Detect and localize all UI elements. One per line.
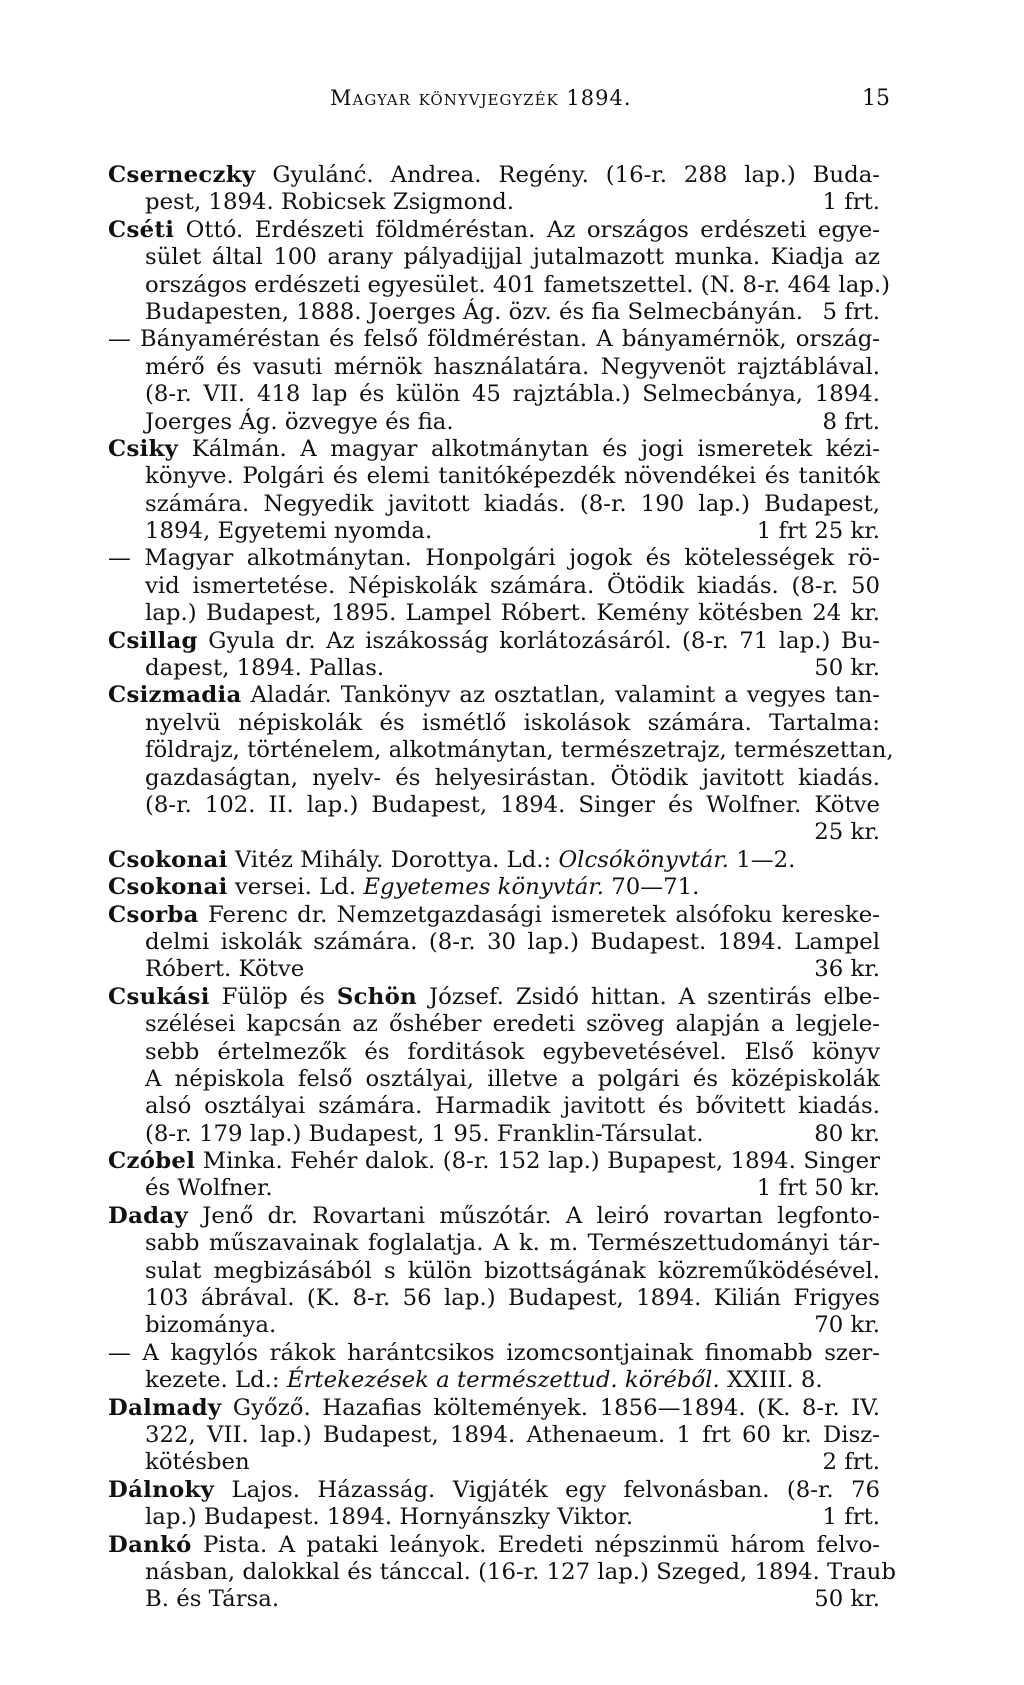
entry-price: 1 frt. xyxy=(822,189,880,216)
entry-price: 50 kr. xyxy=(814,655,880,682)
entry-text: Aladár. Tankönyv az osztatlan, valamint a vegyes tan- xyxy=(250,682,880,709)
entry-text: Pista. A pataki leányok. Eredeti népszinmü három felvo- xyxy=(202,1531,880,1558)
entry-series: Egyetemes könyvtár. xyxy=(363,874,605,901)
entry-author: Csokonai xyxy=(108,846,228,873)
page-number: 15 xyxy=(862,86,890,111)
entry-text: Ferenc dr. Nemzetgazdasági ismeretek alsófoku kereske- xyxy=(207,901,880,928)
entry-text: földrajz, történelem, alkotmánytan, természetrajz, természettan, xyxy=(145,737,894,764)
entry-price: 1 frt 25 kr. xyxy=(756,518,880,545)
entry-line xyxy=(108,1312,880,1339)
entry-author: Csukási xyxy=(108,983,210,1010)
entry-line xyxy=(108,1367,880,1394)
entry-line xyxy=(108,545,880,572)
running-title-word-1: Magyar xyxy=(330,86,411,110)
entry-author: Csiky xyxy=(108,435,179,462)
entry-text: 1—2. xyxy=(736,846,796,873)
entry-text: alsó osztályai számára. Harmadik javitott és bővitett kiadás. xyxy=(145,1093,880,1120)
entry-series: Olcsókönyvtár. xyxy=(558,846,730,873)
entry-line xyxy=(108,655,880,682)
entry-line xyxy=(108,326,880,353)
entry-text: — A kagylós rákok harántcsikos izomcsontjainak finomabb szer- xyxy=(108,1339,880,1366)
entry-text: mérő és vasuti mérnök használatára. Negyvenöt rajztáblával. xyxy=(145,353,880,380)
entry-text: násban, dalokkal és tánccal. (16-r. 127 lap.) Szeged, 1894. Traub xyxy=(145,1558,896,1585)
entry-line xyxy=(108,1449,880,1476)
entry-line xyxy=(108,463,880,490)
entry-text: A népiskola felső osztályai, illetve a polgári és középiskolák xyxy=(145,1065,880,1092)
entry-text: és Wolfner. xyxy=(145,1175,273,1202)
entry-text: 103 ábrával. (K. 8-r. 56 lap.) Budapest, 1894. Kilián Frigyes xyxy=(145,1285,880,1312)
entry-author: Dálnoky xyxy=(108,1476,215,1503)
entry-text: sület által 100 arany pályadijjal jutalmazott munka. Kiadja az xyxy=(145,244,880,271)
entry-text: pest, 1894. Robicsek Zsigmond. xyxy=(145,189,515,216)
entry-price: 25 kr. xyxy=(814,819,880,846)
entry-price: 36 kr. xyxy=(814,956,880,983)
entry-price: 70 kr. xyxy=(814,1312,880,1339)
entry-line xyxy=(108,682,880,709)
entry-text: József. Zsidó hittan. A szentirás elbe- xyxy=(428,983,881,1010)
entry-line xyxy=(108,1093,880,1120)
entry-line xyxy=(108,299,880,326)
entry-text: Budapesten, 1888. Joerges Ág. özv. és fia Selmecbányán. xyxy=(145,298,803,325)
entry-line xyxy=(108,737,894,764)
entry-author: Schön xyxy=(336,983,418,1010)
entry-line xyxy=(108,1258,880,1285)
entry-price: 50 kr. xyxy=(814,1586,880,1613)
entry-text: sebb értelmezők és forditások egybevetésével. Első könyv xyxy=(145,1038,880,1065)
entry-line xyxy=(108,1203,880,1230)
entry-line xyxy=(108,189,880,216)
entry-series: Értekezések a természettud. köréből. xyxy=(286,1367,720,1394)
entry-text: — Magyar alkotmánytan. Honpolgári jogok és kötelességek rö- xyxy=(108,545,880,572)
entry-text: Gyula dr. Az iszákosság korlátozásáról. (8-r. 71 lap.) Bu- xyxy=(208,627,881,654)
entry-price: 2 frt. xyxy=(822,1449,880,1476)
running-title-word-2: könyvjegyzék xyxy=(418,86,559,110)
entry-line xyxy=(108,819,880,846)
entry-text: Gyulánć. Andrea. Regény. (16-r. 288 lap.) Buda- xyxy=(272,162,880,188)
entry-text: sabb műszavainak foglalatja. A k. m. Természettudományi tár- xyxy=(145,1230,880,1257)
entry-line xyxy=(108,1175,880,1202)
entry-text: 322, VII. lap.) Budapest, 1894. Athenaeum. 1 frt 60 kr. Disz- xyxy=(145,1421,880,1448)
entry-line xyxy=(108,1148,880,1175)
entry-text: Lajos. Házasság. Vigjáték egy felvonásban. (8-r. 76 xyxy=(231,1476,880,1503)
running-title-year: 1894. xyxy=(566,86,632,110)
entry-text: — Bányaméréstan és felső földméréstan. A bányamérnök, ország- xyxy=(108,326,880,353)
entry-text: Jenő dr. Rovartani műszótár. A leiró rovartan legfonto- xyxy=(202,1202,880,1229)
entry-text: sulat megbizásából s külön bizottságának közreműködésével. xyxy=(145,1257,880,1284)
entry-author: Csokonai xyxy=(108,874,228,901)
entry-text: dapest, 1894. Pallas. xyxy=(145,655,385,682)
entry-text: (8-r. VII. 418 lap és külön 45 rajztábla.) Selmecbánya, 1894. xyxy=(145,381,880,408)
entry-author: Csillag xyxy=(108,627,198,654)
entry-price: 1 frt. xyxy=(822,1504,880,1531)
entry-author: Daday xyxy=(108,1202,188,1229)
entry-text: vid ismertetése. Népiskolák számára. Ötödik kiadás. (8-r. 50 xyxy=(145,572,880,599)
entry-price: 8 frt. xyxy=(822,408,880,435)
entry-line xyxy=(108,1422,880,1449)
entry-line xyxy=(108,1121,880,1148)
entry-text: Fülöp és xyxy=(221,983,325,1010)
entry-line xyxy=(108,1340,880,1367)
entry-line xyxy=(108,1477,880,1504)
entry-author: Cséti xyxy=(108,216,175,243)
entry-text: XXIII. 8. xyxy=(726,1367,823,1394)
entry-text: Róbert. Kötve xyxy=(145,956,305,983)
entry-author: Dankó xyxy=(108,1531,192,1558)
entry-line xyxy=(108,1586,880,1613)
entry-line xyxy=(108,847,880,874)
entry-text: versei. Ld. xyxy=(234,874,357,901)
entry-text: 70—71. xyxy=(611,874,700,901)
entry-text: kötésben xyxy=(145,1449,250,1476)
entry-price: 1 frt 50 kr. xyxy=(756,1175,880,1202)
entry-text: könyve. Polgári és elemi tanitóképezdék növendékei és tanitók xyxy=(145,463,880,490)
entry-text: delmi iskolák számára. (8-r. 30 lap.) Budapest. 1894. Lampel xyxy=(145,928,880,955)
entry-author: Csizmadia xyxy=(108,682,242,709)
entry-line xyxy=(108,354,880,381)
entry-text: 1894, Egyetemi nyomda. xyxy=(145,518,433,545)
page-header xyxy=(110,86,890,116)
entry-author: Czóbel xyxy=(108,1148,196,1175)
entry-line xyxy=(108,1039,880,1066)
entry-line xyxy=(108,1066,880,1093)
entry-text: lap.) Budapest. 1894. Hornyánszky Viktor. xyxy=(145,1504,634,1531)
entry-line xyxy=(108,1011,880,1038)
entry-line xyxy=(108,518,880,545)
entry-author: Cserneczky xyxy=(108,162,256,188)
catalog-entries xyxy=(108,162,896,1614)
entry-text: lap.) Budapest, 1895. Lampel Róbert. Kemény kötésben 24 kr. xyxy=(145,600,880,627)
entry-text: számára. Negyedik javitott kiadás. (8-r. 190 lap.) Budapest, xyxy=(145,490,880,517)
entry-line xyxy=(108,573,880,600)
entry-text: Minka. Fehér dalok. (8-r. 152 lap.) Bupapest, 1894. Singer xyxy=(202,1148,880,1175)
entry-text: (8-r. 102. II. lap.) Budapest, 1894. Singer és Wolfner. Kötve xyxy=(145,791,880,818)
entry-line xyxy=(108,929,880,956)
entry-line xyxy=(108,217,880,244)
entry-line xyxy=(108,244,880,271)
entry-text: Joerges Ág. özvegye és fia. xyxy=(145,408,454,435)
entry-line xyxy=(108,902,880,929)
entry-text: országos erdészeti egyesület. 401 fametszettel. (N. 8-r. 464 lap.) xyxy=(145,271,891,298)
entry-text: Vitéz Mihály. Dorottya. Ld.: xyxy=(234,846,552,873)
entry-line xyxy=(108,628,880,655)
entry-line xyxy=(108,1558,896,1586)
entry-line xyxy=(108,1532,880,1559)
entry-line xyxy=(108,792,880,819)
entry-text: Kálmán. A magyar alkotmánytan és jogi ismeretek kézi- xyxy=(191,435,880,462)
running-title xyxy=(330,86,632,110)
entry-line xyxy=(108,381,880,408)
entry-price: 80 kr. xyxy=(814,1120,880,1147)
entry-line xyxy=(108,436,880,463)
entry-price: 5 frt. xyxy=(822,298,880,325)
entry-line xyxy=(108,271,891,299)
entry-text: gazdaságtan, nyelv- és helyesirástan. Ötödik javitott kiadás. xyxy=(145,764,880,791)
entry-text: szélései kapcsán az őshéber eredeti szöveg alapján a legjele- xyxy=(145,1011,880,1038)
entry-line xyxy=(108,1395,880,1422)
entry-line xyxy=(108,409,880,436)
entry-author: Csorba xyxy=(108,901,199,928)
entry-line xyxy=(108,1504,880,1531)
entry-text: kezete. Ld.: xyxy=(145,1367,280,1394)
entry-line xyxy=(108,956,880,983)
entry-author: Dalmady xyxy=(108,1394,222,1421)
entry-line xyxy=(108,491,880,518)
entry-text: nyelvü népiskolák és ismétlő iskolások számára. Tartalma: xyxy=(145,709,880,736)
entry-text: Győző. Hazafias költemények. 1856—1894. (K. 8-r. IV. xyxy=(232,1394,880,1421)
entry-line xyxy=(108,162,880,189)
entry-line xyxy=(108,984,880,1011)
entry-text: bizománya. xyxy=(145,1312,277,1339)
entry-line xyxy=(108,710,880,737)
entry-text: Ottó. Erdészeti földméréstan. Az országos erdészeti egye- xyxy=(185,216,880,243)
entry-line xyxy=(108,765,880,792)
entry-line xyxy=(108,1230,880,1257)
entry-line xyxy=(108,1285,880,1312)
entry-line xyxy=(108,600,880,627)
entry-line xyxy=(108,874,880,901)
entry-text: B. és Társa. xyxy=(145,1586,280,1613)
entry-text: (8-r. 179 lap.) Budapest, 1 95. Franklin-Társulat. xyxy=(145,1120,704,1147)
